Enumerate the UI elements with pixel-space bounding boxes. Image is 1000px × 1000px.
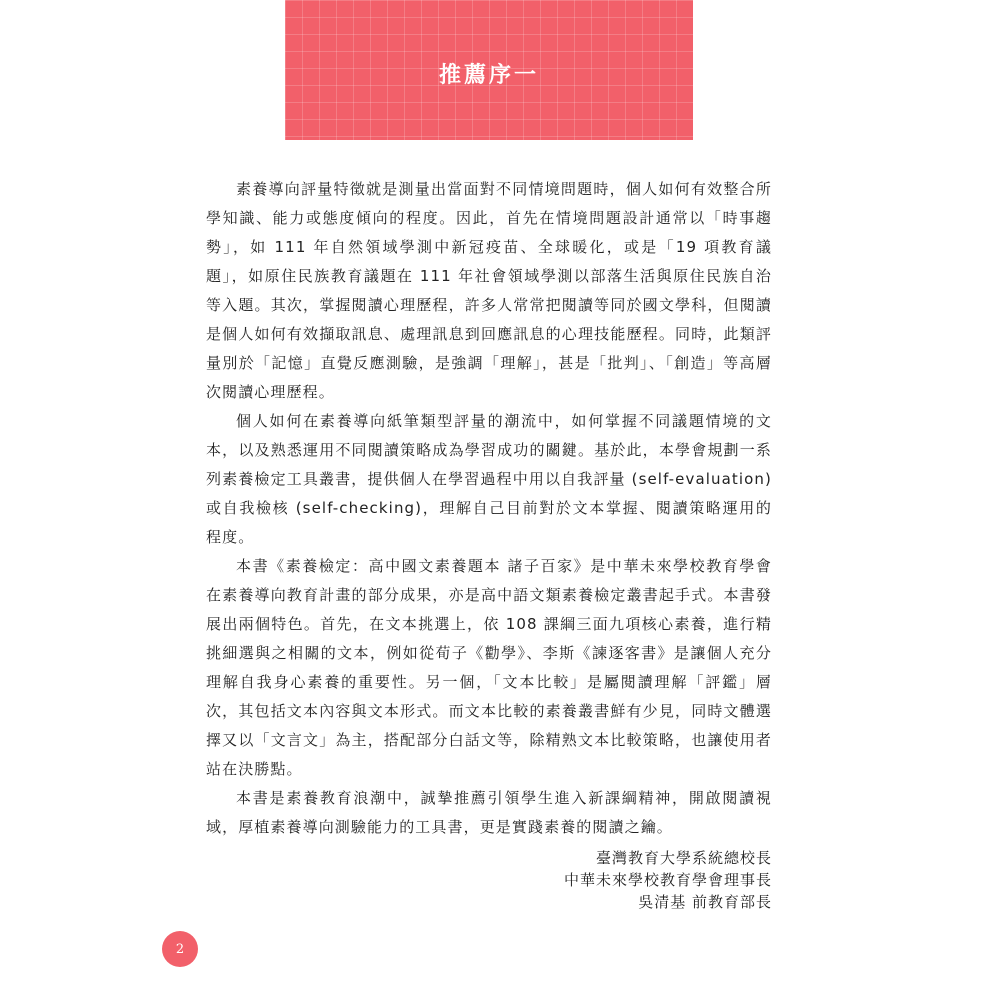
body-text xyxy=(206,175,772,842)
signature-block xyxy=(564,847,772,913)
title-banner xyxy=(285,0,693,140)
signature-line-1: 臺灣教育大學系統總校長 xyxy=(595,849,772,867)
signature-line-2: 中華未來學校教育學會理事長 xyxy=(563,871,772,889)
page-number-badge: 2 xyxy=(162,931,198,967)
paragraph-3: 本書《素養檢定：高中國文素養題本 諸子百家》是中華未來學校教育學會在素養導向教育計畫的部分成果，亦是高中語文類素養檢定叢書起手式。本書發展出兩個特色。首先，在文本挑選上，依 108 課綱三面九項核心素養，進行精挑細選與之相關的文本，例如從荀子《勸學》、李斯《諫逐客書》是讓個人充分理解自我身心素養的重要性。另一個，「文本比較」是屬閱讀理解「評鑑」層次，其包括文本內容與文本形式。而文本比較的素養叢書鮮有少見，同時文體選擇又以「文言文」為主，搭配部分白話文等，除精熟文本比較策略，也讓使用者站在決勝點。 xyxy=(206,557,772,778)
signature-line-3: 吳清基 前教育部長 xyxy=(638,893,772,911)
paragraph-4: 本書是素養教育浪潮中，誠摯推薦引領學生進入新課綱精神，開啟閱讀視域，厚植素養導向測驗能力的工具書，更是實踐素養的閱讀之鑰。 xyxy=(206,789,772,836)
paragraph-2: 個人如何在素養導向紙筆類型評量的潮流中，如何掌握不同議題情境的文本，以及熟悉運用不同閱讀策略成為學習成功的關鍵。基於此，本學會規劃一系列素養檢定工具叢書，提供個人在學習過程中用以自我評量 (self-evaluation) 或自我檢核 (self-checking)，理解自己目前對於文本掌握、閱讀策略運用的程度。 xyxy=(206,412,772,546)
page-title: 推薦序一 xyxy=(438,62,539,88)
paragraph-1: 素養導向評量特徵就是測量出當面對不同情境問題時，個人如何有效整合所學知識、能力或態度傾向的程度。因此，首先在情境問題設計通常以「時事趨勢」，如 111 年自然領域學測中新冠疫苗、全球暖化，或是「19 項教育議題」，如原住民族教育議題在 111 年社會領域學測以部落生活與原住民族自治等入題。其次，掌握閱讀心理歷程，許多人常常把閱讀等同於國文學科，但閱讀是個人如何有效擷取訊息、處理訊息到回應訊息的心理技能歷程。同時，此類評量別於「記憶」直覺反應測驗，是強調「理解」，甚是「批判」、「創造」等高層次閱讀心理歷程。 xyxy=(206,180,772,401)
